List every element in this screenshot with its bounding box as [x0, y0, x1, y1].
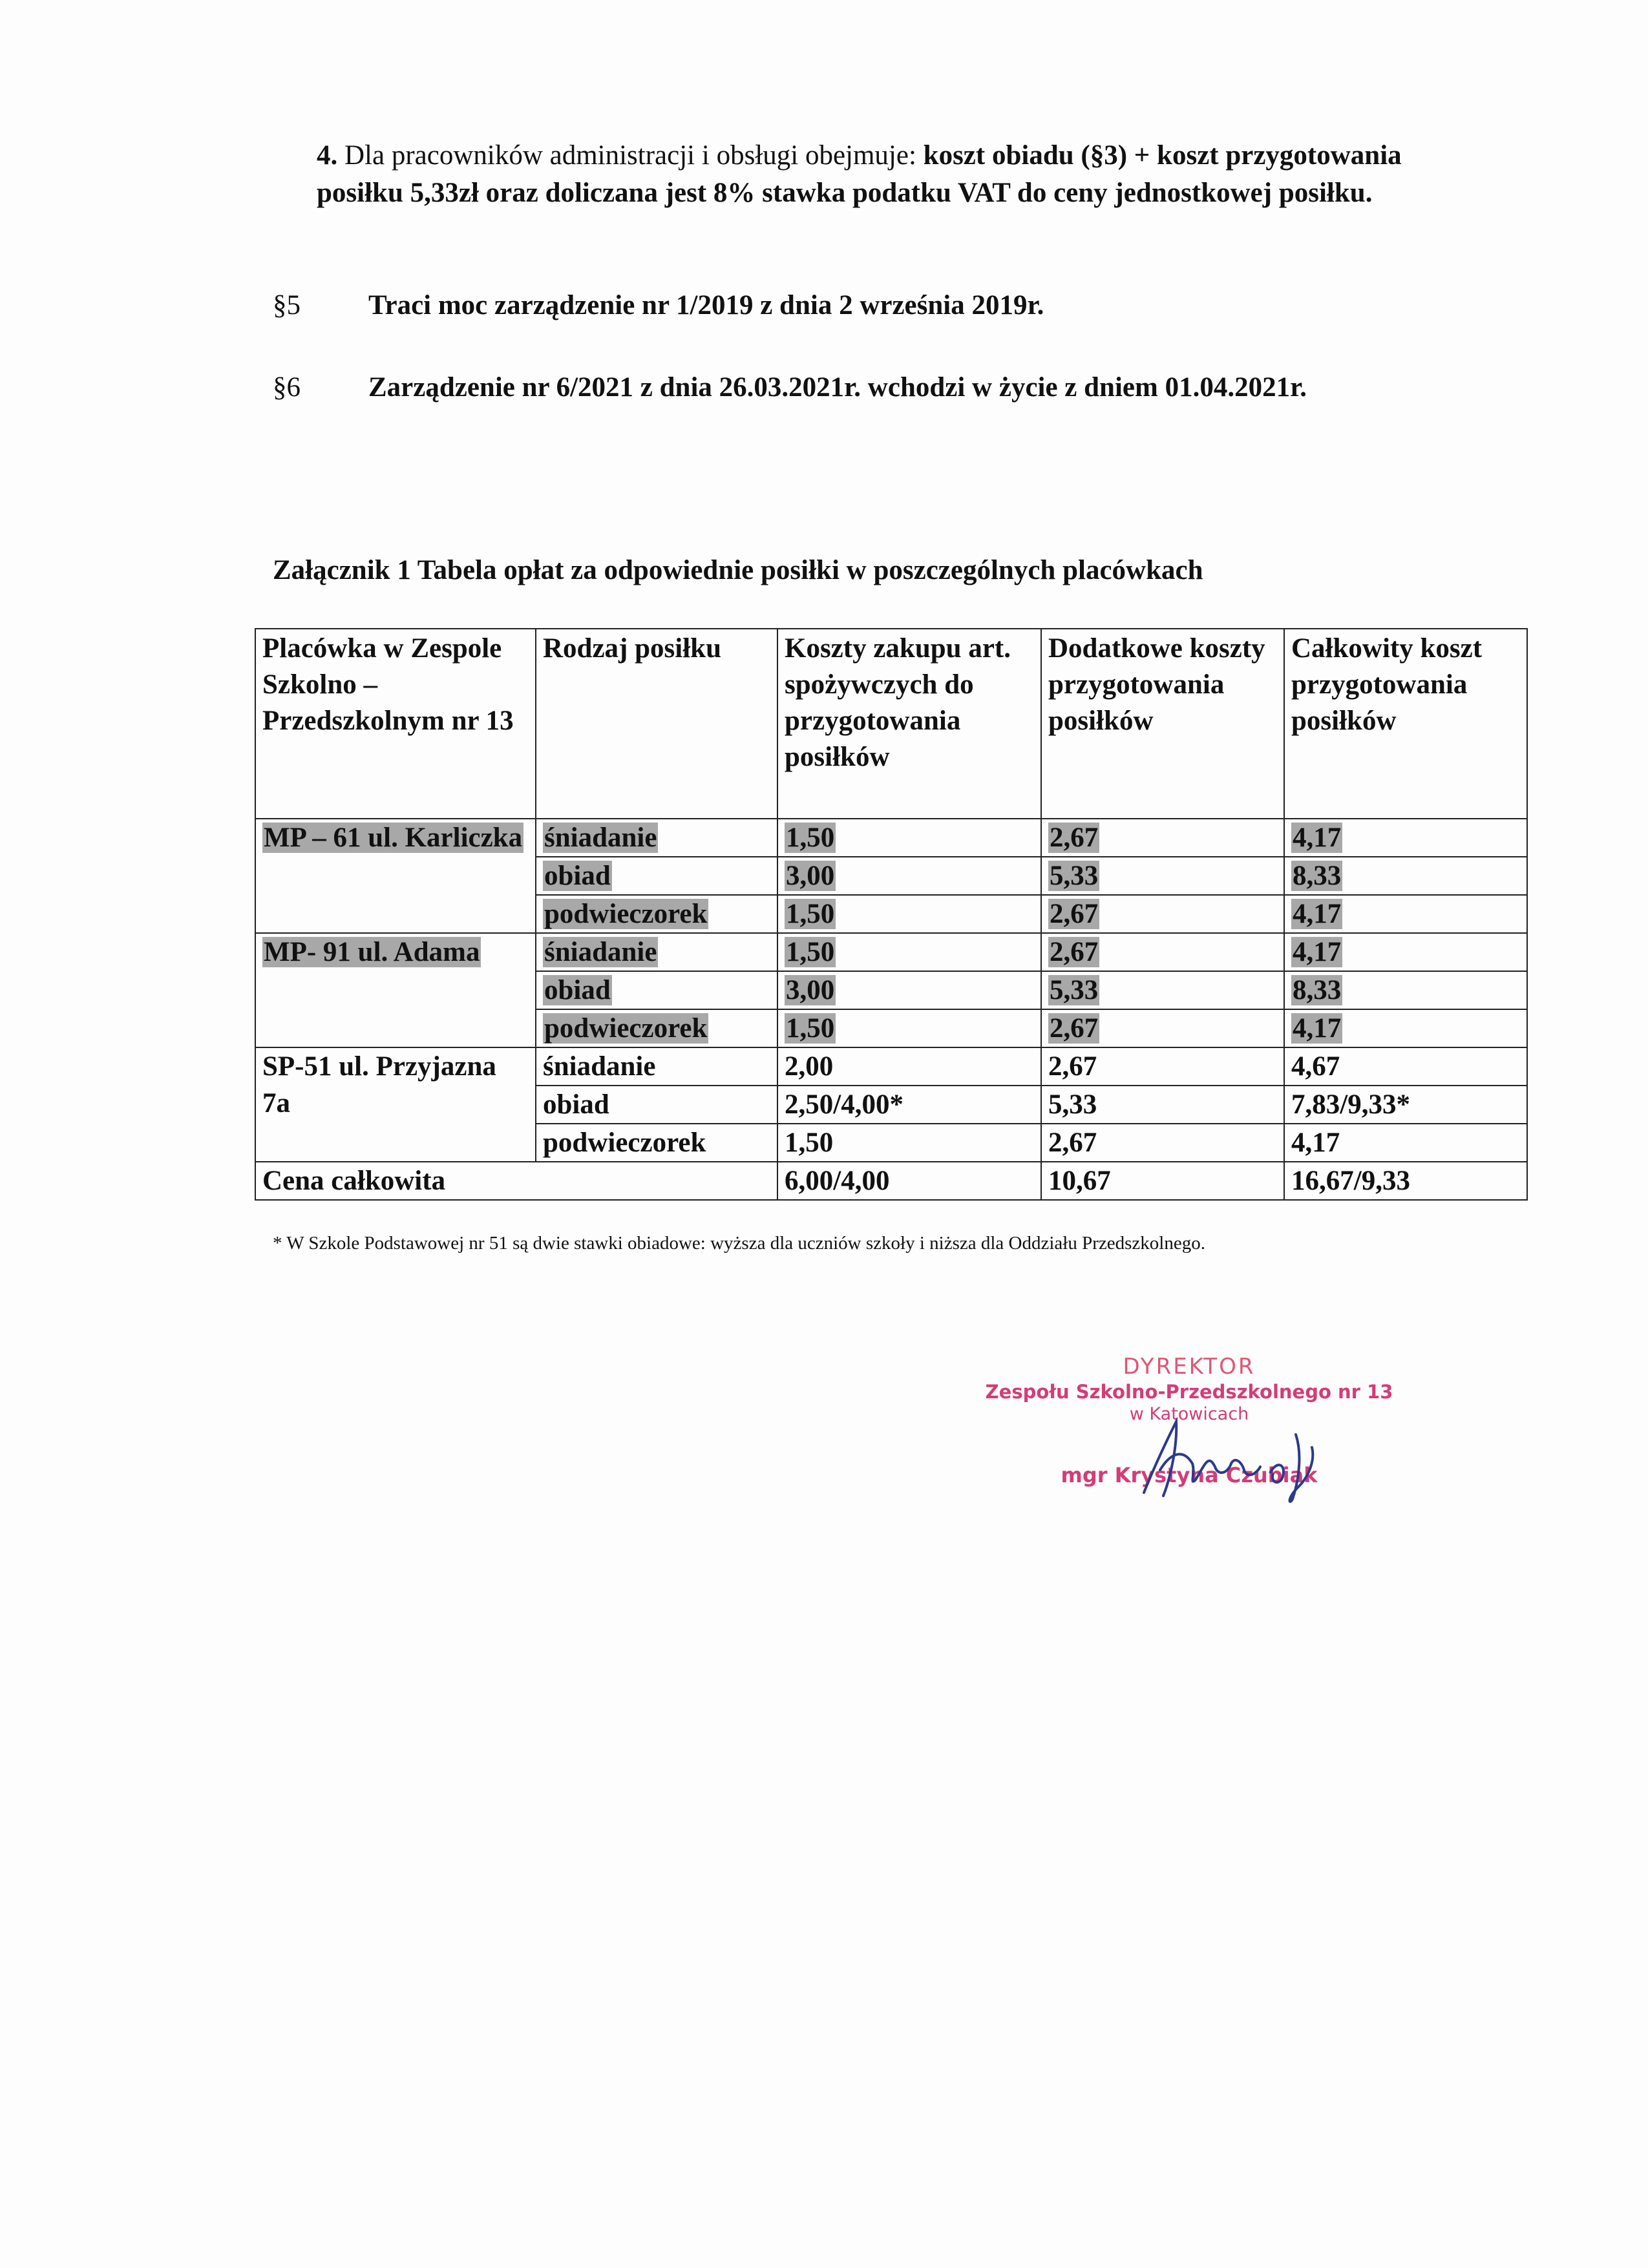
total-food-cost-cell: 6,00/4,00	[777, 1162, 1041, 1200]
total-cost-cell	[1284, 1009, 1527, 1047]
stamp-title: DYREKTOR	[1123, 1354, 1256, 1380]
extra-cost: 2,67	[1050, 899, 1099, 929]
grand-total-cell: 16,67/9,33	[1284, 1162, 1527, 1200]
section-text: Zarządzenie nr 6/2021 z dnia 26.03.2021r. wchodzi w życie z dniem 01.04.2021r.	[368, 372, 1307, 403]
total-cost: 8,33	[1293, 975, 1342, 1005]
paragraph-lead: Dla pracowników administracji i obsługi obejmuje:	[344, 140, 916, 171]
section-mark: §6	[273, 372, 301, 403]
facility-name: MP – 61 ul. Karliczka	[264, 823, 523, 853]
meal-cell	[536, 895, 777, 933]
meal-cell	[536, 819, 777, 857]
food-cost: 1,50	[786, 937, 835, 967]
extra-cost-cell: 2,67	[1041, 1047, 1284, 1086]
food-cost-cell: 1,50	[777, 1124, 1041, 1162]
facility-name: SP-51 ul. Przyjazna 7a	[262, 1051, 496, 1118]
food-cost: 1,50	[786, 823, 835, 853]
extra-cost: 5,33	[1050, 975, 1099, 1005]
meal-name: obiad	[544, 861, 611, 891]
meal-cell: podwieczorek	[536, 1124, 777, 1162]
table-row	[255, 819, 1527, 857]
extra-cost-cell: 5,33	[1041, 1086, 1284, 1124]
meal-cell	[536, 971, 777, 1009]
food-cost-cell	[777, 933, 1041, 971]
total-cost-cell: 7,83/9,33*	[1284, 1086, 1527, 1124]
extra-cost-cell	[1041, 971, 1284, 1009]
meal-cell: śniadanie	[536, 1047, 777, 1086]
total-cost-cell	[1284, 895, 1527, 933]
facility-name: MP- 91 ul. Adama	[264, 937, 480, 967]
extra-cost: 2,67	[1050, 823, 1099, 853]
total-label-cell: Cena całkowita	[255, 1162, 777, 1200]
table-row	[255, 933, 1527, 971]
total-cost: 4,17	[1293, 899, 1342, 929]
extra-cost: 2,67	[1050, 937, 1099, 967]
total-cost: 4,17	[1293, 1013, 1342, 1044]
extra-cost-cell	[1041, 857, 1284, 895]
handwritten-signature	[1131, 1409, 1338, 1506]
food-cost-cell: 2,50/4,00*	[777, 1086, 1041, 1124]
section-6	[273, 372, 1307, 403]
header-food-cost: Koszty zakupu art. spożywczych do przygotowania posiłków	[777, 629, 1041, 819]
total-cost-cell	[1284, 857, 1527, 895]
total-cost-cell	[1284, 971, 1527, 1009]
food-cost-cell	[777, 895, 1041, 933]
food-cost-cell	[777, 819, 1041, 857]
table-caption: Załącznik 1 Tabela opłat za odpowiednie posiłki w poszczególnych placówkach	[273, 555, 1203, 585]
extra-cost-cell	[1041, 1009, 1284, 1047]
extra-cost: 2,67	[1050, 1013, 1099, 1044]
meal-cell	[536, 933, 777, 971]
table-footnote: * W Szkole Podstawowej nr 51 są dwie stawki obiadowe: wyższa dla uczniów szkoły i niższa dla Oddziału Przedszkolnego.	[273, 1233, 1205, 1254]
food-cost-cell	[777, 1009, 1041, 1047]
meal-name: podwieczorek	[544, 899, 708, 929]
extra-cost-cell	[1041, 933, 1284, 971]
section-mark: §5	[273, 290, 301, 320]
meal-name: śniadanie	[544, 937, 657, 967]
food-cost: 1,50	[786, 899, 835, 929]
stamp-director-name: mgr Krystyna Czubiak	[1061, 1463, 1318, 1487]
meal-name: podwieczorek	[544, 1013, 708, 1044]
extra-cost: 5,33	[1050, 861, 1099, 891]
meal-cell	[536, 857, 777, 895]
food-cost-cell	[777, 857, 1041, 895]
meal-cell	[536, 1009, 777, 1047]
total-cost: 4,17	[1293, 823, 1342, 853]
header-extra-cost: Dodatkowe koszty przygotowania posiłków	[1041, 629, 1284, 819]
food-cost: 3,00	[786, 975, 835, 1005]
total-cost-cell: 4,17	[1284, 1124, 1527, 1162]
paragraph-4	[317, 137, 1480, 212]
facility-cell	[255, 933, 536, 1047]
total-extra-cost-cell: 10,67	[1041, 1162, 1284, 1200]
meal-name: obiad	[544, 975, 611, 1005]
total-cost-cell: 4,67	[1284, 1047, 1527, 1086]
extra-cost-cell	[1041, 895, 1284, 933]
food-cost: 3,00	[786, 861, 835, 891]
paragraph-bold-text: koszt obiadu (§3) + koszt przygotowania posiłku 5,33zł oraz doliczana jest 8% stawka podatku VAT do ceny jednostkowej posiłku.	[317, 140, 1402, 208]
facility-cell	[255, 819, 536, 933]
facility-cell	[255, 1047, 536, 1162]
table-total-row	[255, 1162, 1527, 1200]
paragraph-number: 4.	[317, 140, 338, 171]
total-cost: 4,17	[1293, 937, 1342, 967]
stamp-institution: Zespołu Szkolno-Przedszkolnego nr 13	[985, 1381, 1393, 1403]
food-cost-cell: 2,00	[777, 1047, 1041, 1086]
extra-cost-cell	[1041, 819, 1284, 857]
meal-cell: obiad	[536, 1086, 777, 1124]
total-cost-cell	[1284, 933, 1527, 971]
fees-table	[255, 628, 1528, 1201]
total-cost-cell	[1284, 819, 1527, 857]
extra-cost-cell: 2,67	[1041, 1124, 1284, 1162]
header-meal-type: Rodzaj posiłku	[536, 629, 777, 819]
header-facility: Placówka w Zespole Szkolno – Przedszkolnym nr 13	[255, 629, 536, 819]
food-cost-cell	[777, 971, 1041, 1009]
food-cost: 1,50	[786, 1013, 835, 1044]
meal-name: śniadanie	[544, 823, 657, 853]
section-5	[273, 289, 1044, 321]
section-text: Traci moc zarządzenie nr 1/2019 z dnia 2 września 2019r.	[368, 290, 1044, 320]
table-header-row	[255, 629, 1527, 819]
header-total-cost: Całkowity koszt przygotowania posiłków	[1284, 629, 1527, 819]
table-row	[255, 1047, 1527, 1086]
total-cost: 8,33	[1293, 861, 1342, 891]
stamp-city: w Katowicach	[1129, 1404, 1249, 1424]
